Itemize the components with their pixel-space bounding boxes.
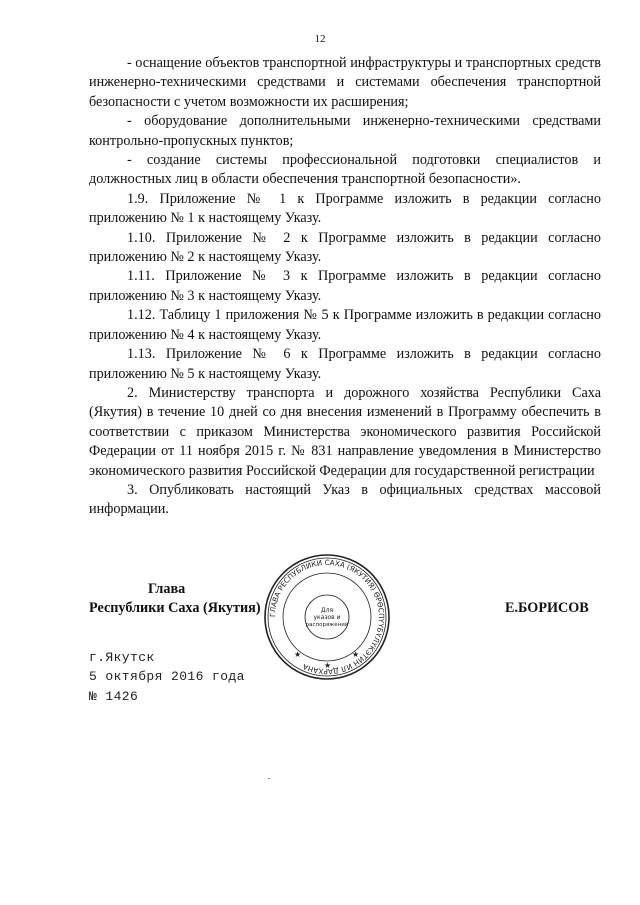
paragraph: 2. Министерству транспорта и дорожного хозяйства Республики Саха (Якутия) в течение 10 дней со дня внесения изменений в Программу обеспечить в соответствии с приказом Министерства экономического развития Российской Федерации от 11 ноября 2015 г. № 831 направление уведомления в Министерство экономического развития Российской Федерации для государственной регистрации bbox=[89, 384, 601, 479]
footer-city: г.Якутск bbox=[89, 650, 155, 665]
signature-title-line1: Глава bbox=[148, 581, 186, 597]
paragraph: - оборудование дополнительными инженерно-техническими средствами контрольно-пропускных пунктов; bbox=[89, 113, 601, 149]
document-body bbox=[89, 54, 601, 520]
signature-name: Е.БОРИСОВ bbox=[505, 600, 589, 616]
paragraph: 3. Опубликовать настоящий Указ в официальных средствах массовой информации. bbox=[89, 481, 601, 518]
seal-star-icon: ★ bbox=[294, 650, 302, 659]
footer-number: № 1426 bbox=[89, 689, 139, 704]
paragraph: 1.11. Приложение № 3 к Программе изложить в редакции согласно приложению № 3 к настоящему Указу. bbox=[89, 268, 601, 304]
paragraph: 1.10. Приложение № 2 к Программе изложить в редакции согласно приложению № 2 к настоящему Указу. bbox=[89, 229, 601, 266]
paragraph: - создание системы профессиональной подготовки специалистов и должностных лиц в области обеспечения транспортной безопасности». bbox=[89, 152, 601, 188]
paragraph: 1.12. Таблицу 1 приложения № 5 к Программе изложить в редакции согласно приложению № 4 к настоящему Указу. bbox=[89, 307, 601, 343]
paragraph: 1.13. Приложение № 6 к Программе изложить в редакции согласно приложению № 5 к настоящему Указу. bbox=[89, 346, 601, 382]
seal-star-icon: ★ bbox=[352, 650, 360, 659]
signature-title-line2: Республики Саха (Якутия) bbox=[89, 600, 261, 616]
paragraph: - оснащение объектов транспортной инфраструктуры и транспортных средств инженерно-техническими средствами и системами обеспечения транспортной безопасности с учетом возможности их расширения; bbox=[89, 55, 601, 110]
seal-outer-text: ГЛАВА РЕСПУБЛИКИ САХА (ЯКУТИЯ) ӨРӨСПҮҮБҮЛҮКЭТИН ИЛ ДАРХАНА bbox=[267, 557, 387, 677]
seal-center-line3: распоряжений bbox=[305, 622, 349, 628]
seal-center-line1: Для bbox=[320, 607, 334, 614]
scan-speck bbox=[268, 778, 270, 779]
page-number: 12 bbox=[314, 33, 326, 45]
paragraph: 1.9. Приложение № 1 к Программе изложить в редакции согласно приложению № 1 к настоящему Указу. bbox=[89, 190, 601, 227]
footer-date: 5 октября 2016 года bbox=[89, 669, 245, 684]
seal-star-icon: ★ bbox=[324, 661, 332, 670]
seal-center-line2: указов и bbox=[313, 614, 341, 621]
official-seal bbox=[262, 552, 392, 682]
